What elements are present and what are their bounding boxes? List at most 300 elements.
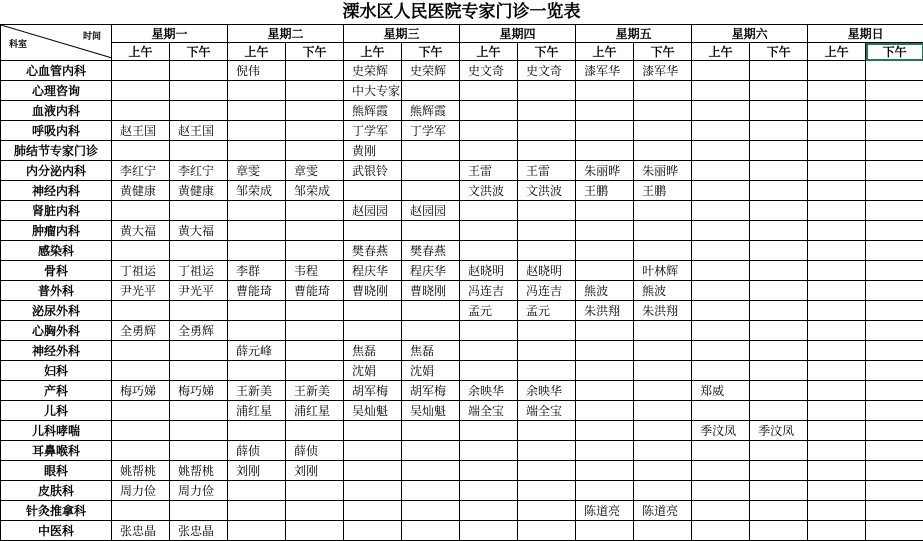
doctor-cell[interactable]	[866, 381, 923, 401]
doctor-cell[interactable]	[170, 441, 228, 461]
pm-header[interactable]: 下午	[170, 43, 228, 61]
doctor-cell[interactable]	[460, 521, 518, 541]
day-header[interactable]: 星期四	[460, 25, 576, 43]
dept-name-cell[interactable]: 心血管内科	[1, 61, 112, 81]
doctor-cell[interactable]	[286, 221, 344, 241]
doctor-cell[interactable]	[808, 501, 866, 521]
doctor-cell[interactable]	[228, 241, 286, 261]
doctor-cell[interactable]	[750, 161, 808, 181]
doctor-cell[interactable]: 王鹏	[634, 181, 692, 201]
doctor-cell[interactable]: 李群	[228, 261, 286, 281]
doctor-cell[interactable]	[402, 221, 460, 241]
pm-header-selected-cell[interactable]: 下午	[866, 43, 923, 61]
doctor-cell[interactable]	[576, 141, 634, 161]
doctor-cell[interactable]	[576, 481, 634, 501]
doctor-cell[interactable]	[286, 481, 344, 501]
doctor-cell[interactable]	[170, 141, 228, 161]
doctor-cell[interactable]	[286, 241, 344, 261]
doctor-cell[interactable]	[634, 461, 692, 481]
doctor-cell[interactable]	[228, 501, 286, 521]
doctor-cell[interactable]	[112, 201, 170, 221]
doctor-cell[interactable]	[344, 421, 402, 441]
doctor-cell[interactable]	[634, 421, 692, 441]
doctor-cell[interactable]	[460, 121, 518, 141]
doctor-cell[interactable]	[460, 81, 518, 101]
dept-name-cell[interactable]: 神经外科	[1, 341, 112, 361]
doctor-cell[interactable]	[634, 381, 692, 401]
doctor-cell[interactable]	[460, 221, 518, 241]
doctor-cell[interactable]: 季汶凤	[750, 421, 808, 441]
doctor-cell[interactable]	[170, 301, 228, 321]
doctor-cell[interactable]	[228, 221, 286, 241]
doctor-cell[interactable]	[692, 501, 750, 521]
doctor-cell[interactable]: 沈娟	[402, 361, 460, 381]
doctor-cell[interactable]: 赵王国	[112, 121, 170, 141]
dept-name-cell[interactable]: 儿科哮喘	[1, 421, 112, 441]
dept-name-cell[interactable]: 耳鼻喉科	[1, 441, 112, 461]
doctor-cell[interactable]: 章雯	[228, 161, 286, 181]
doctor-cell[interactable]	[808, 81, 866, 101]
doctor-cell[interactable]: 冯连吉	[460, 281, 518, 301]
doctor-cell[interactable]: 赵园园	[402, 201, 460, 221]
dept-name-cell[interactable]: 呼吸内科	[1, 121, 112, 141]
doctor-cell[interactable]	[518, 101, 576, 121]
doctor-cell[interactable]	[460, 361, 518, 381]
doctor-cell[interactable]	[112, 101, 170, 121]
doctor-cell[interactable]	[750, 521, 808, 541]
dept-name-cell[interactable]: 感染科	[1, 241, 112, 261]
doctor-cell[interactable]	[460, 461, 518, 481]
am-header[interactable]: 上午	[112, 43, 170, 61]
doctor-cell[interactable]: 薛侦	[286, 441, 344, 461]
doctor-cell[interactable]	[692, 441, 750, 461]
doctor-cell[interactable]	[808, 421, 866, 441]
doctor-cell[interactable]	[170, 201, 228, 221]
doctor-cell[interactable]	[112, 421, 170, 441]
doctor-cell[interactable]	[170, 361, 228, 381]
doctor-cell[interactable]	[170, 401, 228, 421]
doctor-cell[interactable]: 黄大福	[170, 221, 228, 241]
doctor-cell[interactable]	[750, 201, 808, 221]
doctor-cell[interactable]	[866, 221, 923, 241]
doctor-cell[interactable]: 章雯	[286, 161, 344, 181]
doctor-cell[interactable]: 王鹏	[576, 181, 634, 201]
am-header[interactable]: 上午	[344, 43, 402, 61]
doctor-cell[interactable]	[576, 341, 634, 361]
doctor-cell[interactable]	[286, 101, 344, 121]
doctor-cell[interactable]	[866, 401, 923, 421]
doctor-cell[interactable]: 梅巧娣	[112, 381, 170, 401]
doctor-cell[interactable]	[692, 481, 750, 501]
doctor-cell[interactable]	[692, 341, 750, 361]
doctor-cell[interactable]	[402, 141, 460, 161]
doctor-cell[interactable]	[518, 201, 576, 221]
doctor-cell[interactable]	[402, 321, 460, 341]
doctor-cell[interactable]	[750, 281, 808, 301]
doctor-cell[interactable]	[692, 201, 750, 221]
doctor-cell[interactable]: 漆军华	[634, 61, 692, 81]
doctor-cell[interactable]	[692, 241, 750, 261]
dept-name-cell[interactable]: 儿科	[1, 401, 112, 421]
doctor-cell[interactable]	[286, 301, 344, 321]
dept-name-cell[interactable]: 皮肤科	[1, 481, 112, 501]
doctor-cell[interactable]	[808, 321, 866, 341]
doctor-cell[interactable]	[402, 441, 460, 461]
doctor-cell[interactable]	[750, 81, 808, 101]
doctor-cell[interactable]	[692, 141, 750, 161]
doctor-cell[interactable]	[518, 321, 576, 341]
doctor-cell[interactable]	[692, 301, 750, 321]
doctor-cell[interactable]	[750, 381, 808, 401]
doctor-cell[interactable]	[634, 341, 692, 361]
doctor-cell[interactable]	[402, 181, 460, 201]
doctor-cell[interactable]	[692, 61, 750, 81]
doctor-cell[interactable]: 赵晓明	[518, 261, 576, 281]
doctor-cell[interactable]: 姚帮桃	[112, 461, 170, 481]
doctor-cell[interactable]	[460, 441, 518, 461]
doctor-cell[interactable]: 熊波	[576, 281, 634, 301]
doctor-cell[interactable]	[576, 361, 634, 381]
doctor-cell[interactable]	[170, 81, 228, 101]
doctor-cell[interactable]	[634, 141, 692, 161]
doctor-cell[interactable]: 赵园园	[344, 201, 402, 221]
doctor-cell[interactable]: 焦磊	[402, 341, 460, 361]
dept-name-cell[interactable]: 神经内科	[1, 181, 112, 201]
doctor-cell[interactable]	[576, 421, 634, 441]
doctor-cell[interactable]	[344, 441, 402, 461]
doctor-cell[interactable]	[692, 521, 750, 541]
doctor-cell[interactable]	[634, 81, 692, 101]
doctor-cell[interactable]	[518, 461, 576, 481]
doctor-cell[interactable]	[518, 481, 576, 501]
doctor-cell[interactable]: 黄健康	[170, 181, 228, 201]
doctor-cell[interactable]	[518, 241, 576, 261]
doctor-cell[interactable]	[808, 381, 866, 401]
doctor-cell[interactable]	[750, 501, 808, 521]
doctor-cell[interactable]	[228, 481, 286, 501]
doctor-cell[interactable]	[750, 441, 808, 461]
doctor-cell[interactable]: 黄大福	[112, 221, 170, 241]
doctor-cell[interactable]: 武银铃	[344, 161, 402, 181]
doctor-cell[interactable]	[808, 181, 866, 201]
doctor-cell[interactable]	[692, 281, 750, 301]
doctor-cell[interactable]: 吴灿魁	[402, 401, 460, 421]
doctor-cell[interactable]: 熊波	[634, 281, 692, 301]
dept-name-cell[interactable]: 内分泌内科	[1, 161, 112, 181]
doctor-cell[interactable]	[866, 341, 923, 361]
doctor-cell[interactable]	[286, 81, 344, 101]
doctor-cell[interactable]	[866, 261, 923, 281]
doctor-cell[interactable]: 焦磊	[344, 341, 402, 361]
doctor-cell[interactable]	[112, 501, 170, 521]
dept-name-cell[interactable]: 眼科	[1, 461, 112, 481]
doctor-cell[interactable]	[808, 261, 866, 281]
doctor-cell[interactable]	[460, 241, 518, 261]
doctor-cell[interactable]: 王新美	[228, 381, 286, 401]
doctor-cell[interactable]	[692, 121, 750, 141]
doctor-cell[interactable]: 朱洪翔	[576, 301, 634, 321]
doctor-cell[interactable]	[518, 441, 576, 461]
doctor-cell[interactable]	[286, 321, 344, 341]
doctor-cell[interactable]	[634, 481, 692, 501]
doctor-cell[interactable]	[518, 121, 576, 141]
doctor-cell[interactable]	[170, 341, 228, 361]
doctor-cell[interactable]	[750, 141, 808, 161]
doctor-cell[interactable]: 丁学军	[402, 121, 460, 141]
doctor-cell[interactable]	[634, 321, 692, 341]
doctor-cell[interactable]	[402, 481, 460, 501]
doctor-cell[interactable]: 胡军梅	[344, 381, 402, 401]
doctor-cell[interactable]	[112, 61, 170, 81]
doctor-cell[interactable]	[112, 341, 170, 361]
doctor-cell[interactable]	[576, 461, 634, 481]
doctor-cell[interactable]	[576, 221, 634, 241]
doctor-cell[interactable]	[402, 521, 460, 541]
doctor-cell[interactable]	[576, 521, 634, 541]
doctor-cell[interactable]	[286, 201, 344, 221]
doctor-cell[interactable]	[402, 301, 460, 321]
doctor-cell[interactable]	[808, 161, 866, 181]
doctor-cell[interactable]	[866, 141, 923, 161]
doctor-cell[interactable]: 梅巧娣	[170, 381, 228, 401]
am-header[interactable]: 上午	[228, 43, 286, 61]
doctor-cell[interactable]	[866, 61, 923, 81]
doctor-cell[interactable]	[866, 161, 923, 181]
doctor-cell[interactable]	[866, 81, 923, 101]
dept-name-cell[interactable]: 肿瘤内科	[1, 221, 112, 241]
doctor-cell[interactable]	[112, 301, 170, 321]
doctor-cell[interactable]	[344, 301, 402, 321]
pm-header[interactable]: 下午	[518, 43, 576, 61]
dept-name-cell[interactable]: 骨科	[1, 261, 112, 281]
pm-header[interactable]: 下午	[286, 43, 344, 61]
doctor-cell[interactable]	[518, 361, 576, 381]
doctor-cell[interactable]: 薛元峰	[228, 341, 286, 361]
dept-name-cell[interactable]: 中医科	[1, 521, 112, 541]
doctor-cell[interactable]	[286, 141, 344, 161]
doctor-cell[interactable]: 邹荣成	[228, 181, 286, 201]
doctor-cell[interactable]	[576, 241, 634, 261]
doctor-cell[interactable]	[866, 421, 923, 441]
doctor-cell[interactable]: 曹能琦	[228, 281, 286, 301]
doctor-cell[interactable]	[344, 461, 402, 481]
doctor-cell[interactable]	[460, 421, 518, 441]
doctor-cell[interactable]	[518, 221, 576, 241]
dept-name-cell[interactable]: 肺结节专家门诊	[1, 141, 112, 161]
doctor-cell[interactable]	[750, 401, 808, 421]
doctor-cell[interactable]	[170, 241, 228, 261]
doctor-cell[interactable]: 中大专家	[344, 81, 402, 101]
doctor-cell[interactable]	[634, 101, 692, 121]
doctor-cell[interactable]	[634, 241, 692, 261]
doctor-cell[interactable]	[170, 101, 228, 121]
doctor-cell[interactable]: 程庆华	[402, 261, 460, 281]
doctor-cell[interactable]	[692, 261, 750, 281]
doctor-cell[interactable]: 余映华	[460, 381, 518, 401]
doctor-cell[interactable]	[750, 321, 808, 341]
doctor-cell[interactable]	[750, 181, 808, 201]
doctor-cell[interactable]	[808, 61, 866, 81]
doctor-cell[interactable]: 张忠晶	[170, 521, 228, 541]
doctor-cell[interactable]: 史文奇	[460, 61, 518, 81]
doctor-cell[interactable]	[866, 321, 923, 341]
doctor-cell[interactable]	[808, 141, 866, 161]
doctor-cell[interactable]	[692, 461, 750, 481]
doctor-cell[interactable]: 朱洪翔	[634, 301, 692, 321]
doctor-cell[interactable]	[228, 421, 286, 441]
doctor-cell[interactable]	[808, 401, 866, 421]
doctor-cell[interactable]	[576, 101, 634, 121]
doctor-cell[interactable]: 倪伟	[228, 61, 286, 81]
doctor-cell[interactable]	[866, 181, 923, 201]
doctor-cell[interactable]: 周力俭	[170, 481, 228, 501]
doctor-cell[interactable]: 郑威	[692, 381, 750, 401]
doctor-cell[interactable]: 文洪波	[518, 181, 576, 201]
doctor-cell[interactable]	[634, 121, 692, 141]
doctor-cell[interactable]	[170, 421, 228, 441]
doctor-cell[interactable]	[750, 361, 808, 381]
doctor-cell[interactable]	[692, 181, 750, 201]
doctor-cell[interactable]: 丁学军	[344, 121, 402, 141]
doctor-cell[interactable]: 黄健康	[112, 181, 170, 201]
doctor-cell[interactable]: 李红宁	[170, 161, 228, 181]
doctor-cell[interactable]: 孟元	[518, 301, 576, 321]
doctor-cell[interactable]: 端全宝	[460, 401, 518, 421]
doctor-cell[interactable]: 季汶凤	[692, 421, 750, 441]
doctor-cell[interactable]	[286, 501, 344, 521]
doctor-cell[interactable]: 冯连吉	[518, 281, 576, 301]
dept-name-cell[interactable]: 产科	[1, 381, 112, 401]
doctor-cell[interactable]: 熊辉霞	[402, 101, 460, 121]
doctor-cell[interactable]	[402, 81, 460, 101]
doctor-cell[interactable]	[460, 481, 518, 501]
doctor-cell[interactable]: 余映华	[518, 381, 576, 401]
doctor-cell[interactable]: 朱丽晔	[634, 161, 692, 181]
doctor-cell[interactable]	[750, 101, 808, 121]
doctor-cell[interactable]	[112, 361, 170, 381]
doctor-cell[interactable]	[170, 501, 228, 521]
doctor-cell[interactable]	[576, 321, 634, 341]
doctor-cell[interactable]	[576, 121, 634, 141]
doctor-cell[interactable]	[866, 461, 923, 481]
doctor-cell[interactable]	[402, 161, 460, 181]
doctor-cell[interactable]	[866, 501, 923, 521]
doctor-cell[interactable]	[808, 301, 866, 321]
doctor-cell[interactable]	[286, 421, 344, 441]
doctor-cell[interactable]	[228, 81, 286, 101]
doctor-cell[interactable]	[112, 81, 170, 101]
doctor-cell[interactable]	[518, 81, 576, 101]
dept-name-cell[interactable]: 心理咨询	[1, 81, 112, 101]
doctor-cell[interactable]	[750, 121, 808, 141]
doctor-cell[interactable]	[518, 141, 576, 161]
doctor-cell[interactable]: 樊春燕	[344, 241, 402, 261]
dept-name-cell[interactable]: 血液内科	[1, 101, 112, 121]
doctor-cell[interactable]: 韦程	[286, 261, 344, 281]
doctor-cell[interactable]	[286, 121, 344, 141]
am-header[interactable]: 上午	[460, 43, 518, 61]
doctor-cell[interactable]	[170, 61, 228, 81]
doctor-cell[interactable]	[402, 501, 460, 521]
doctor-cell[interactable]	[866, 281, 923, 301]
dept-name-cell[interactable]: 针灸推拿科	[1, 501, 112, 521]
doctor-cell[interactable]	[866, 521, 923, 541]
doctor-cell[interactable]	[286, 341, 344, 361]
am-header[interactable]: 上午	[808, 43, 866, 61]
doctor-cell[interactable]	[808, 441, 866, 461]
doctor-cell[interactable]	[692, 401, 750, 421]
doctor-cell[interactable]: 端全宝	[518, 401, 576, 421]
doctor-cell[interactable]: 张忠晶	[112, 521, 170, 541]
am-header[interactable]: 上午	[692, 43, 750, 61]
doctor-cell[interactable]	[692, 321, 750, 341]
doctor-cell[interactable]	[692, 361, 750, 381]
doctor-cell[interactable]: 胡军梅	[402, 381, 460, 401]
day-header[interactable]: 星期一	[112, 25, 228, 43]
day-header[interactable]: 星期日	[808, 25, 923, 43]
doctor-cell[interactable]: 尹光平	[170, 281, 228, 301]
doctor-cell[interactable]	[866, 101, 923, 121]
doctor-cell[interactable]	[576, 261, 634, 281]
doctor-cell[interactable]	[808, 361, 866, 381]
dept-name-cell[interactable]: 普外科	[1, 281, 112, 301]
doctor-cell[interactable]	[866, 201, 923, 221]
doctor-cell[interactable]: 尹光平	[112, 281, 170, 301]
doctor-cell[interactable]	[750, 61, 808, 81]
doctor-cell[interactable]	[344, 321, 402, 341]
doctor-cell[interactable]: 孟元	[460, 301, 518, 321]
doctor-cell[interactable]: 王新美	[286, 381, 344, 401]
doctor-cell[interactable]: 王雷	[518, 161, 576, 181]
doctor-cell[interactable]	[112, 141, 170, 161]
doctor-cell[interactable]	[460, 101, 518, 121]
doctor-cell[interactable]	[692, 101, 750, 121]
doctor-cell[interactable]: 浦红星	[286, 401, 344, 421]
doctor-cell[interactable]	[112, 441, 170, 461]
doctor-cell[interactable]: 沈娟	[344, 361, 402, 381]
doctor-cell[interactable]	[576, 441, 634, 461]
dept-name-cell[interactable]: 心胸外科	[1, 321, 112, 341]
doctor-cell[interactable]: 熊辉霞	[344, 101, 402, 121]
doctor-cell[interactable]	[750, 241, 808, 261]
doctor-cell[interactable]: 曹能琦	[286, 281, 344, 301]
doctor-cell[interactable]	[634, 521, 692, 541]
doctor-cell[interactable]	[576, 81, 634, 101]
doctor-cell[interactable]	[228, 301, 286, 321]
doctor-cell[interactable]	[692, 221, 750, 241]
doctor-cell[interactable]: 王雷	[460, 161, 518, 181]
doctor-cell[interactable]: 李红宁	[112, 161, 170, 181]
doctor-cell[interactable]: 赵晓明	[460, 261, 518, 281]
doctor-cell[interactable]: 姚帮桃	[170, 461, 228, 481]
doctor-cell[interactable]: 赵王国	[170, 121, 228, 141]
doctor-cell[interactable]: 叶林辉	[634, 261, 692, 281]
doctor-cell[interactable]	[460, 201, 518, 221]
doctor-cell[interactable]	[344, 181, 402, 201]
doctor-cell[interactable]	[634, 441, 692, 461]
doctor-cell[interactable]: 曹晓刚	[344, 281, 402, 301]
doctor-cell[interactable]	[576, 381, 634, 401]
doctor-cell[interactable]	[634, 201, 692, 221]
doctor-cell[interactable]	[750, 301, 808, 321]
doctor-cell[interactable]	[344, 221, 402, 241]
doctor-cell[interactable]	[808, 241, 866, 261]
doctor-cell[interactable]	[228, 141, 286, 161]
doctor-cell[interactable]: 刘刚	[228, 461, 286, 481]
doctor-cell[interactable]: 漆军华	[576, 61, 634, 81]
doctor-cell[interactable]	[228, 321, 286, 341]
doctor-cell[interactable]	[808, 221, 866, 241]
